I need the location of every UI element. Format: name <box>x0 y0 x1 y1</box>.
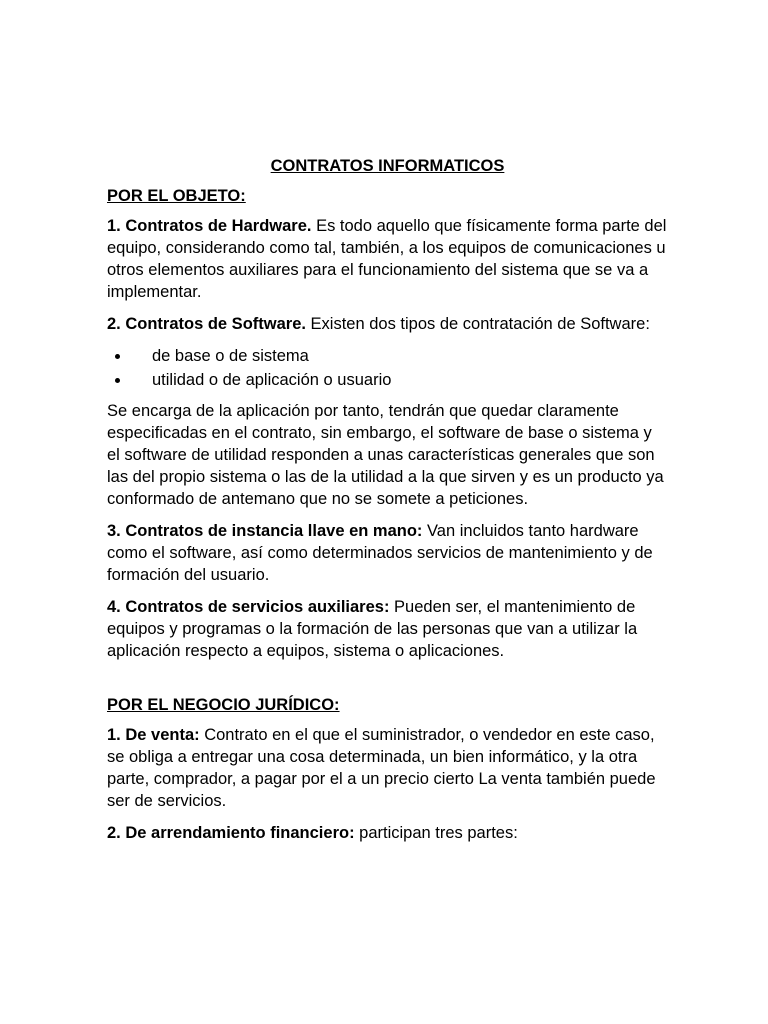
text-servicios-auxiliares: Pueden ser, el mantenimiento de equipos y programas o la formación de las personas que van a utilizar la aplicación respecto a equipos, sistema o aplicaciones. <box>107 598 638 660</box>
list-item <box>107 345 668 367</box>
text-arrendamiento: participan tres partes: <box>354 824 518 842</box>
lead-software: 2. Contratos de Software. <box>107 315 306 333</box>
bullet-icon <box>115 378 120 383</box>
software-types-list <box>107 345 668 391</box>
paragraph-venta <box>107 724 668 812</box>
lead-venta: 1. De venta: <box>107 726 200 744</box>
paragraph-hardware <box>107 215 668 303</box>
section-spacer <box>107 672 668 694</box>
text-hardware: Es todo aquello que físicamente forma parte del equipo, considerando como tal, también, a los equipos de comunicaciones u otros elementos auxiliares para el funcionamiento del sistema que se va a implementar. <box>107 217 667 301</box>
paragraph-servicios-auxiliares <box>107 596 668 662</box>
text-llave-en-mano: Van incluidos tanto hardware como el software, así como determinados servicios de mantenimiento y de formación del usuario. <box>107 522 653 584</box>
paragraph-arrendamiento <box>107 822 668 844</box>
bullet-icon <box>115 354 120 359</box>
text-software: Existen dos tipos de contratación de Software: <box>305 315 650 333</box>
list-item-text: utilidad o de aplicación o usuario <box>152 371 392 389</box>
section-heading-negocio-juridico: POR EL NEGOCIO JURÍDICO: <box>107 696 340 714</box>
paragraph-llave-en-mano <box>107 520 668 586</box>
paragraph-software <box>107 313 668 335</box>
section-heading-objeto: POR EL OBJETO: <box>107 187 246 205</box>
paragraph-software-followup: Se encarga de la aplicación por tanto, tendrán que quedar claramente especificadas en el contrato, sin embargo, el software de base o sistema y el software de utilidad responden a unas características generales que son las del propio sistema o las de la utilidad a la que sirven y es un producto ya conformado de antemano que no se somete a peticiones. <box>107 402 664 508</box>
list-item-text: de base o de sistema <box>152 347 309 365</box>
lead-servicios-auxiliares: 4. Contratos de servicios auxiliares: <box>107 598 390 616</box>
document-title: CONTRATOS INFORMATICOS <box>270 157 505 175</box>
lead-llave-en-mano: 3. Contratos de instancia llave en mano: <box>107 522 423 540</box>
lead-arrendamiento: 2. De arrendamiento financiero: <box>107 824 355 842</box>
list-item <box>107 369 668 391</box>
text-venta: Contrato en el que el suministrador, o vendedor en este caso, se obliga a entregar una cosa determinada, un bien informático, y la otra parte, comprador, a pagar por el a un precio cierto La venta también puede ser de servicios. <box>107 726 656 810</box>
lead-hardware: 1. Contratos de Hardware. <box>107 217 312 235</box>
